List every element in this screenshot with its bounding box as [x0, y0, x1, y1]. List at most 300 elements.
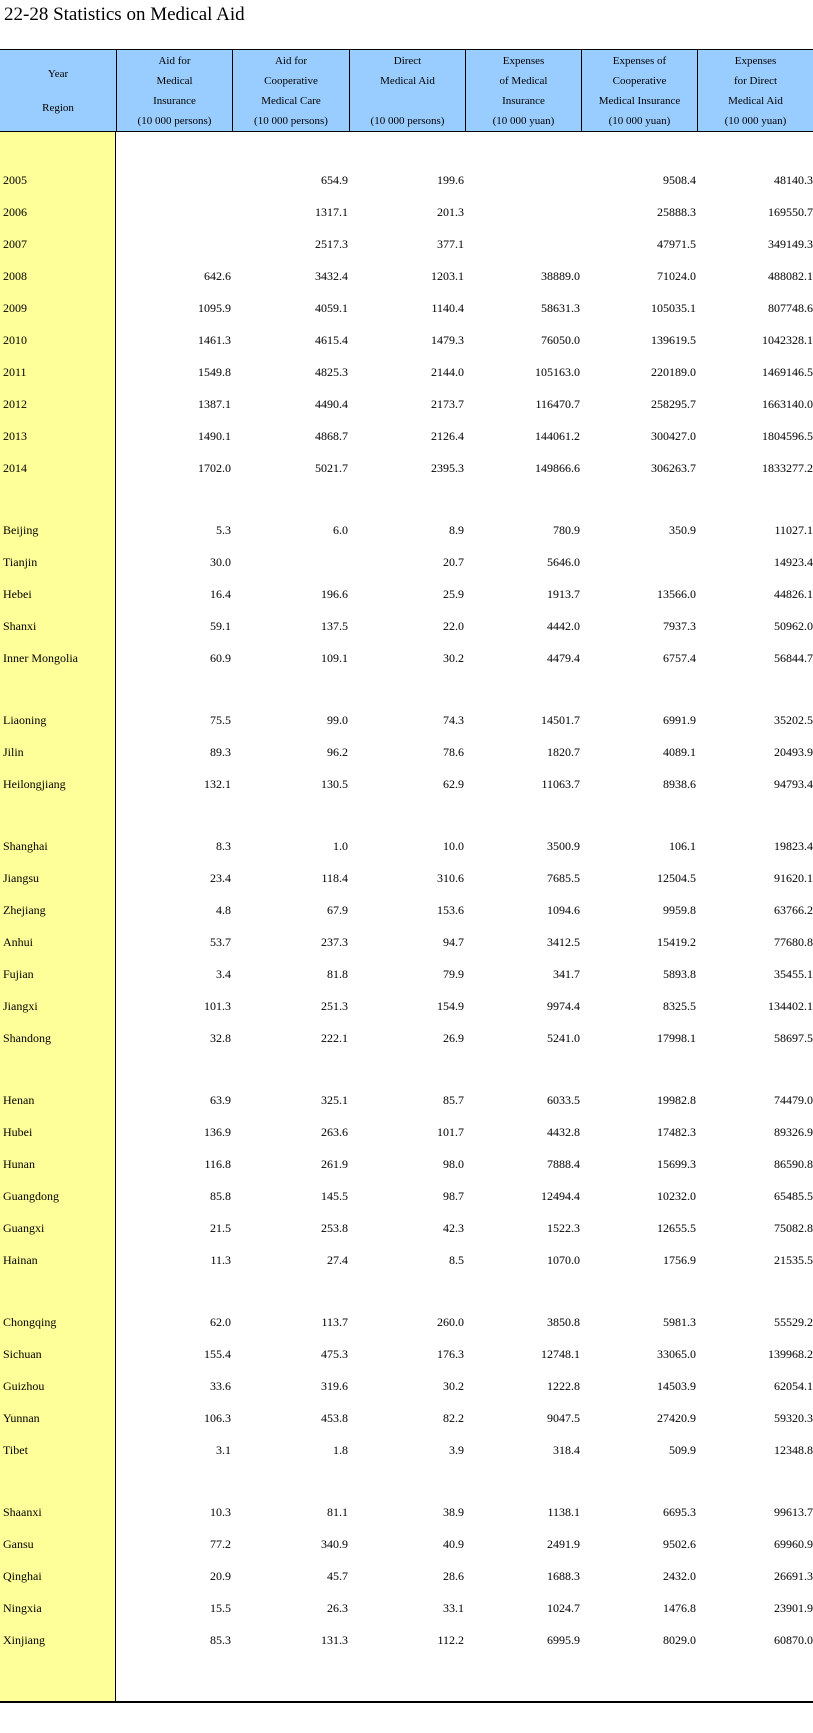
table-cell: 5981.3	[663, 1315, 696, 1329]
table-cell: 155.4	[204, 1347, 231, 1361]
table-cell: 19823.4	[774, 839, 813, 853]
table-cell: 2173.7	[431, 397, 464, 411]
row-label: 2007	[3, 237, 27, 251]
header-text: Medical Aid	[728, 94, 783, 107]
table-cell: 220189.0	[651, 365, 696, 379]
row-label: Jiangsu	[3, 871, 39, 885]
table-cell: 1222.8	[547, 1379, 580, 1393]
header-text: Aid for	[158, 54, 191, 67]
row-label: Hunan	[3, 1157, 35, 1171]
header-text: Medical Care	[261, 94, 321, 107]
table-row	[0, 330, 813, 350]
table-cell: 13566.0	[657, 587, 696, 601]
table-cell: 8325.5	[663, 999, 696, 1013]
table-cell: 1138.1	[547, 1505, 580, 1519]
row-label: Heilongjiang	[3, 777, 66, 791]
row-label: 2013	[3, 429, 27, 443]
table-row	[0, 1218, 813, 1238]
table-cell: 144061.2	[535, 429, 580, 443]
table-cell: 780.9	[553, 523, 580, 537]
table-row	[0, 426, 813, 446]
table-cell: 48140.3	[774, 173, 813, 187]
table-cell: 63.9	[210, 1093, 231, 1107]
table-row	[0, 1630, 813, 1650]
table-cell: 8938.6	[663, 777, 696, 791]
table-cell: 6033.5	[547, 1093, 580, 1107]
table-cell: 27.4	[327, 1253, 348, 1267]
table-row	[0, 964, 813, 984]
row-label: 2010	[3, 333, 27, 347]
row-label: Guangdong	[3, 1189, 59, 1203]
header-text: Cooperative	[264, 74, 318, 87]
table-cell: 1479.3	[431, 333, 464, 347]
row-label: Fujian	[3, 967, 34, 981]
table-cell: 96.2	[327, 745, 348, 759]
table-row	[0, 1186, 813, 1206]
table-cell: 6.0	[333, 523, 348, 537]
table-cell: 33065.0	[657, 1347, 696, 1361]
table-cell: 62.0	[210, 1315, 231, 1329]
table-cell: 21535.5	[774, 1253, 813, 1267]
table-cell: 2144.0	[431, 365, 464, 379]
table-cell: 55529.2	[774, 1315, 813, 1329]
table-cell: 105163.0	[535, 365, 580, 379]
table-cell: 7937.3	[663, 619, 696, 633]
table-cell: 145.5	[321, 1189, 348, 1203]
table-cell: 112.2	[437, 1633, 464, 1647]
table-cell: 654.9	[321, 173, 348, 187]
table-cell: 5241.0	[547, 1031, 580, 1045]
table-cell: 85.8	[210, 1189, 231, 1203]
table-cell: 11063.7	[541, 777, 580, 791]
table-cell: 5893.8	[663, 967, 696, 981]
table-row	[0, 1408, 813, 1428]
table-row	[0, 1122, 813, 1142]
table-cell: 154.9	[437, 999, 464, 1013]
table-row	[0, 1566, 813, 1586]
table-cell: 349149.3	[768, 237, 813, 251]
header-text: Cooperative	[612, 74, 667, 87]
table-row	[0, 394, 813, 414]
table-cell: 1.8	[333, 1443, 348, 1457]
table-cell: 263.6	[321, 1125, 348, 1139]
table-row	[0, 836, 813, 856]
table-cell: 149866.6	[535, 461, 580, 475]
row-label: Gansu	[3, 1537, 34, 1551]
header-col-direct-medical-aid	[349, 50, 465, 131]
table-cell: 1024.7	[547, 1601, 580, 1615]
table-cell: 58697.5	[774, 1031, 813, 1045]
table-cell: 153.6	[437, 903, 464, 917]
row-label: Liaoning	[3, 713, 47, 727]
table-cell: 56844.7	[774, 651, 813, 665]
row-label: Jilin	[3, 745, 24, 759]
table-cell: 2491.9	[547, 1537, 580, 1551]
table-cell: 10232.0	[657, 1189, 696, 1203]
table-row	[0, 1090, 813, 1110]
table-cell: 25888.3	[657, 205, 696, 219]
table-row	[0, 932, 813, 952]
row-label: Shaanxi	[3, 1505, 42, 1519]
table-cell: 11.3	[210, 1253, 231, 1267]
table-cell: 118.4	[321, 871, 348, 885]
table-cell: 6695.3	[663, 1505, 696, 1519]
header-col-expenses-direct-aid	[697, 50, 813, 131]
table-cell: 30.2	[443, 1379, 464, 1393]
table-cell: 21.5	[210, 1221, 231, 1235]
row-label: Tibet	[3, 1443, 28, 1457]
table-cell: 310.6	[437, 871, 464, 885]
table-row	[0, 1376, 813, 1396]
table-cell: 1913.7	[547, 587, 580, 601]
table-cell: 77.2	[210, 1537, 231, 1551]
table-cell: 3.9	[449, 1443, 464, 1457]
header-unit: (10 000 persons)	[254, 114, 328, 127]
table-cell: 91620.1	[774, 871, 813, 885]
table-cell: 12748.1	[541, 1347, 580, 1361]
header-text: for Direct	[733, 74, 778, 87]
row-label: Zhejiang	[3, 903, 46, 917]
table-cell: 38889.0	[541, 269, 580, 283]
table-cell: 15699.3	[657, 1157, 696, 1171]
table-cell: 4089.1	[663, 745, 696, 759]
table-cell: 101.7	[437, 1125, 464, 1139]
table-cell: 75082.8	[774, 1221, 813, 1235]
table-cell: 139619.5	[651, 333, 696, 347]
table-cell: 71024.0	[657, 269, 696, 283]
table-cell: 1522.3	[547, 1221, 580, 1235]
table-cell: 1476.8	[663, 1601, 696, 1615]
table-cell: 3850.8	[547, 1315, 580, 1329]
table-row	[0, 1502, 813, 1522]
table-cell: 1804596.5	[762, 429, 813, 443]
table-cell: 1140.4	[431, 301, 464, 315]
table-cell: 4615.4	[315, 333, 348, 347]
table-bottom-rule	[0, 1701, 813, 1703]
table-cell: 196.6	[321, 587, 348, 601]
table-row	[0, 520, 813, 540]
table-cell: 10.3	[210, 1505, 231, 1519]
table-cell: 8029.0	[663, 1633, 696, 1647]
table-cell: 33.1	[443, 1601, 464, 1615]
table-cell: 19982.8	[657, 1093, 696, 1107]
table-cell: 12494.4	[541, 1189, 580, 1203]
table-row	[0, 996, 813, 1016]
table-cell: 50962.0	[774, 619, 813, 633]
table-cell: 4.8	[216, 903, 231, 917]
table-cell: 4059.1	[315, 301, 348, 315]
table-cell: 35202.5	[774, 713, 813, 727]
header-text	[350, 91, 465, 111]
table-cell: 7685.5	[547, 871, 580, 885]
table-cell: 4490.4	[315, 397, 348, 411]
table-cell: 113.7	[321, 1315, 348, 1329]
table-cell: 319.6	[321, 1379, 348, 1393]
table-cell: 74.3	[443, 713, 464, 727]
header-unit: (10 000 yuan)	[724, 114, 787, 127]
table-cell: 17482.3	[657, 1125, 696, 1139]
header-unit: (10 000 persons)	[370, 114, 445, 127]
table-cell: 8.3	[216, 839, 231, 853]
table-cell: 78.6	[443, 745, 464, 759]
table-cell: 20.7	[443, 555, 464, 569]
table-cell: 1756.9	[663, 1253, 696, 1267]
table-cell: 28.6	[443, 1569, 464, 1583]
header-text: Aid for	[274, 54, 308, 67]
header-col-expenses-medical-insurance	[465, 50, 581, 131]
table-row	[0, 298, 813, 318]
table-cell: 75.5	[210, 713, 231, 727]
table-cell: 137.5	[321, 619, 348, 633]
header-region-label: Region	[42, 101, 74, 114]
table-cell: 201.3	[437, 205, 464, 219]
table-cell: 5.3	[216, 523, 231, 537]
table-cell: 6757.4	[663, 651, 696, 665]
table-cell: 325.1	[321, 1093, 348, 1107]
table-cell: 116.8	[204, 1157, 231, 1171]
table-cell: 4442.0	[547, 619, 580, 633]
table-cell: 1094.6	[547, 903, 580, 917]
table-cell: 2126.4	[431, 429, 464, 443]
table-cell: 3.4	[216, 967, 231, 981]
table-cell: 105035.1	[651, 301, 696, 315]
row-label: Xinjiang	[3, 1633, 45, 1647]
table-cell: 642.6	[204, 269, 231, 283]
row-label: Yunnan	[3, 1411, 40, 1425]
table-cell: 1820.7	[547, 745, 580, 759]
table-cell: 40.9	[443, 1537, 464, 1551]
header-text: Medical Insurance	[598, 94, 681, 107]
row-label: Anhui	[3, 935, 33, 949]
table-cell: 139968.2	[768, 1347, 813, 1361]
table-cell: 6991.9	[663, 713, 696, 727]
table-cell: 14923.4	[774, 555, 813, 569]
row-label: Shanxi	[3, 619, 37, 633]
table-cell: 199.6	[437, 173, 464, 187]
table-cell: 237.3	[321, 935, 348, 949]
table-row	[0, 202, 813, 222]
table-cell: 14503.9	[657, 1379, 696, 1393]
table-cell: 59.1	[210, 619, 231, 633]
table-cell: 82.2	[443, 1411, 464, 1425]
table-cell: 222.1	[321, 1031, 348, 1045]
table-cell: 76050.0	[541, 333, 580, 347]
table-cell: 77680.8	[774, 935, 813, 949]
row-label: Chongqing	[3, 1315, 57, 1329]
table-cell: 136.9	[204, 1125, 231, 1139]
row-label: 2009	[3, 301, 27, 315]
table-cell: 106.1	[669, 839, 696, 853]
table-cell: 12504.5	[657, 871, 696, 885]
table-cell: 12348.8	[774, 1443, 813, 1457]
table-cell: 98.0	[443, 1157, 464, 1171]
table-cell: 67.9	[327, 903, 348, 917]
table-cell: 15.5	[210, 1601, 231, 1615]
table-cell: 4868.7	[315, 429, 348, 443]
table-row	[0, 1534, 813, 1554]
table-cell: 99613.7	[774, 1505, 813, 1519]
table-cell: 9508.4	[663, 173, 696, 187]
table-row	[0, 742, 813, 762]
table-cell: 42.3	[443, 1221, 464, 1235]
table-cell: 260.0	[437, 1315, 464, 1329]
table-cell: 134402.1	[768, 999, 813, 1013]
table-cell: 65485.5	[774, 1189, 813, 1203]
header-col-aid-medical-insurance	[116, 50, 232, 131]
table-row	[0, 1028, 813, 1048]
row-label: Shandong	[3, 1031, 51, 1045]
row-label: Henan	[3, 1093, 35, 1107]
table-cell: 377.1	[437, 237, 464, 251]
table-cell: 38.9	[443, 1505, 464, 1519]
table-row	[0, 1250, 813, 1270]
table-cell: 98.7	[443, 1189, 464, 1203]
table-cell: 116470.7	[535, 397, 580, 411]
table-cell: 1070.0	[547, 1253, 580, 1267]
table-cell: 341.7	[553, 967, 580, 981]
table-cell: 109.1	[321, 651, 348, 665]
row-label: 2014	[3, 461, 27, 475]
row-label: 2011	[3, 365, 27, 379]
table-cell: 3412.5	[547, 935, 580, 949]
table-cell: 17998.1	[657, 1031, 696, 1045]
header-unit: (10 000 yuan)	[492, 114, 555, 127]
header-text: Expenses	[734, 54, 777, 67]
table-cell: 30.2	[443, 651, 464, 665]
table-row	[0, 170, 813, 190]
table-cell: 94793.4	[774, 777, 813, 791]
table-row	[0, 266, 813, 286]
table-cell: 5646.0	[547, 555, 580, 569]
table-cell: 7888.4	[547, 1157, 580, 1171]
table-cell: 488082.1	[768, 269, 813, 283]
table-cell: 15419.2	[657, 935, 696, 949]
table-header	[0, 50, 813, 132]
header-text: Insurance	[153, 94, 196, 107]
table-row	[0, 900, 813, 920]
table-cell: 86590.8	[774, 1157, 813, 1171]
table-cell: 45.7	[327, 1569, 348, 1583]
table-cell: 2432.0	[663, 1569, 696, 1583]
table-cell: 99.0	[327, 713, 348, 727]
table-cell: 176.3	[437, 1347, 464, 1361]
table-cell: 3432.4	[315, 269, 348, 283]
header-text: Direct	[393, 54, 422, 67]
table-cell: 4479.4	[547, 651, 580, 665]
table-cell: 94.7	[443, 935, 464, 949]
table-cell: 12655.5	[657, 1221, 696, 1235]
table-cell: 4432.8	[547, 1125, 580, 1139]
table-cell: 30.0	[210, 555, 231, 569]
table-cell: 4825.3	[315, 365, 348, 379]
row-label: Hebei	[3, 587, 32, 601]
table-cell: 1663140.0	[762, 397, 813, 411]
table-cell: 1833277.2	[762, 461, 813, 475]
table-row	[0, 868, 813, 888]
table-row	[0, 362, 813, 382]
row-label: Qinghai	[3, 1569, 42, 1583]
table-cell: 261.9	[321, 1157, 348, 1171]
table-cell: 62.9	[443, 777, 464, 791]
table-cell: 23.4	[210, 871, 231, 885]
table-cell: 33.6	[210, 1379, 231, 1393]
table-cell: 60870.0	[774, 1633, 813, 1647]
table-cell: 306263.7	[651, 461, 696, 475]
table-cell: 11027.1	[774, 523, 813, 537]
table-row	[0, 710, 813, 730]
table-cell: 14501.7	[541, 713, 580, 727]
row-label: Hubei	[3, 1125, 33, 1139]
table-cell: 79.9	[443, 967, 464, 981]
table-cell: 3.1	[216, 1443, 231, 1457]
header-text: Insurance	[502, 94, 545, 107]
header-col-expenses-cooperative-insurance	[581, 50, 697, 131]
header-year-label: Year	[47, 67, 69, 80]
table-cell: 62054.1	[774, 1379, 813, 1393]
table-cell: 318.4	[553, 1443, 580, 1457]
table-cell: 20.9	[210, 1569, 231, 1583]
header-text: Expenses of	[612, 54, 667, 67]
row-label: Hainan	[3, 1253, 38, 1267]
table-row	[0, 616, 813, 636]
table-cell: 63766.2	[774, 903, 813, 917]
table-cell: 1469146.5	[762, 365, 813, 379]
header-col-aid-cooperative-care	[232, 50, 349, 131]
table-cell: 1.0	[333, 839, 348, 853]
table-cell: 8.5	[449, 1253, 464, 1267]
table-cell: 53.7	[210, 935, 231, 949]
table-cell: 20493.9	[774, 745, 813, 759]
table-cell: 58631.3	[541, 301, 580, 315]
row-label: Beijing	[3, 523, 39, 537]
table-cell: 85.7	[443, 1093, 464, 1107]
table-cell: 350.9	[669, 523, 696, 537]
table-cell: 89.3	[210, 745, 231, 759]
table-cell: 10.0	[443, 839, 464, 853]
table-cell: 23901.9	[774, 1601, 813, 1615]
table-cell: 300427.0	[651, 429, 696, 443]
table-row	[0, 1598, 813, 1618]
row-label: 2006	[3, 205, 27, 219]
table-cell: 81.8	[327, 967, 348, 981]
table-row	[0, 458, 813, 478]
table-cell: 1203.1	[431, 269, 464, 283]
table-cell: 2517.3	[315, 237, 348, 251]
table-cell: 169550.7	[768, 205, 813, 219]
table-cell: 26.3	[327, 1601, 348, 1615]
table-cell: 453.8	[321, 1411, 348, 1425]
row-label: Guizhou	[3, 1379, 45, 1393]
table-row	[0, 774, 813, 794]
table-cell: 1549.8	[198, 365, 231, 379]
table-cell: 85.3	[210, 1633, 231, 1647]
table-cell: 1042328.1	[762, 333, 813, 347]
header-text: Medical	[156, 74, 193, 87]
header-text: of Medical	[499, 74, 548, 87]
table-cell: 1688.3	[547, 1569, 580, 1583]
row-label: Sichuan	[3, 1347, 42, 1361]
table-cell: 9959.8	[663, 903, 696, 917]
table-cell: 253.8	[321, 1221, 348, 1235]
table-cell: 27420.9	[657, 1411, 696, 1425]
table-cell: 9974.4	[547, 999, 580, 1013]
table-cell: 1095.9	[198, 301, 231, 315]
table-cell: 2395.3	[431, 461, 464, 475]
table-cell: 1461.3	[198, 333, 231, 347]
table-cell: 5021.7	[315, 461, 348, 475]
header-unit: (10 000 yuan)	[608, 114, 671, 127]
table-cell: 1387.1	[198, 397, 231, 411]
